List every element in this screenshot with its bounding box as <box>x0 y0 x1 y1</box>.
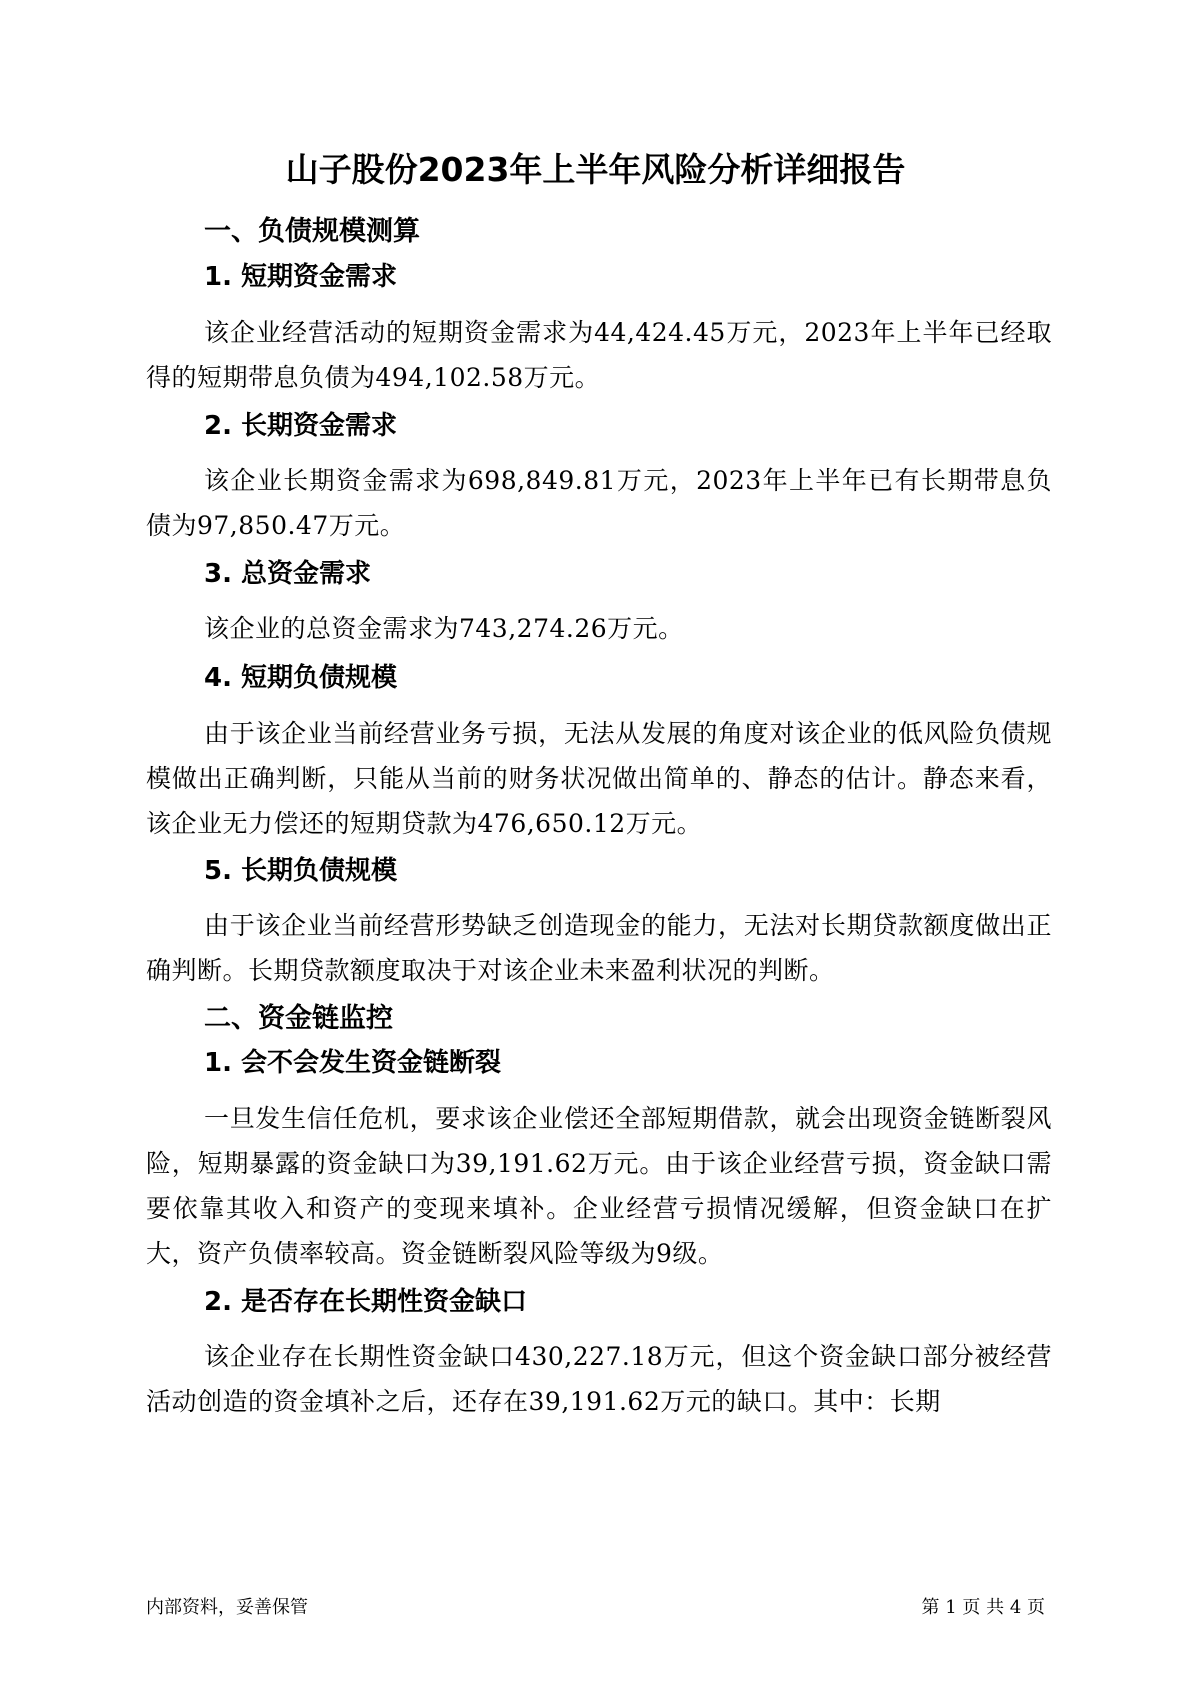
subheading-long-term-funding: 2. 长期资金需求 <box>204 411 398 441</box>
subheading-long-term-gap: 2. 是否存在长期性资金缺口 <box>204 1287 528 1317</box>
subheading-total-funding: 3. 总资金需求 <box>204 559 372 589</box>
subheading-short-term-debt: 4. 短期负债规模 <box>204 663 398 693</box>
report-title: 山子股份2023年上半年风险分析详细报告 <box>285 150 906 189</box>
subheading-cash-chain-break: 1. 会不会发生资金链断裂 <box>204 1048 502 1078</box>
footer-page-number: 第 1 页 共 4 页 <box>921 1597 1045 1618</box>
paragraph-long-term-debt: 由于该企业当前经营形势缺乏创造现金的能力，无法对长期贷款额度做出正确判断。长期贷款额度取决于对该企业未来盈利状况的判断。 <box>146 911 1052 985</box>
subheading-short-term-funding: 1. 短期资金需求 <box>204 262 398 292</box>
paragraph-cash-chain-break: 一旦发生信任危机，要求该企业偿还全部短期借款，就会出现资金链断裂风险，短期暴露的资金缺口为39,191.62万元。由于该企业经营亏损，资金缺口需要依靠其收入和资产的变现来填补。企业经营亏损情况缓解，但资金缺口在扩大，资产负债率较高。资金链断裂风险等级为9级。 <box>146 1104 1052 1268</box>
paragraph-short-term-debt: 由于该企业当前经营业务亏损，无法从发展的角度对该企业的低风险负债规模做出正确判断，只能从当前的财务状况做出简单的、静态的估计。静态来看，该企业无力偿还的短期贷款为476,650.12万元。 <box>146 719 1052 838</box>
paragraph-long-term-funding: 该企业长期资金需求为698,849.81万元，2023年上半年已有长期带息负债为97,850.47万元。 <box>146 466 1052 540</box>
section-heading-cash-chain: 二、资金链监控 <box>204 1003 393 1034</box>
paragraph-long-term-gap: 该企业存在长期性资金缺口430,227.18万元，但这个资金缺口部分被经营活动创造的资金填补之后，还存在39,191.62万元的缺口。其中：长期 <box>146 1342 1052 1416</box>
paragraph-total-funding: 该企业的总资金需求为743,274.26万元。 <box>204 614 684 643</box>
section-heading-debt-scale: 一、负债规模测算 <box>204 216 420 247</box>
subheading-long-term-debt: 5. 长期负债规模 <box>204 856 398 886</box>
paragraph-short-term-funding: 该企业经营活动的短期资金需求为44,424.45万元，2023年上半年已经取得的短期带息负债为494,102.58万元。 <box>146 318 1052 392</box>
footer-confidential-note: 内部资料，妥善保管 <box>146 1597 308 1618</box>
